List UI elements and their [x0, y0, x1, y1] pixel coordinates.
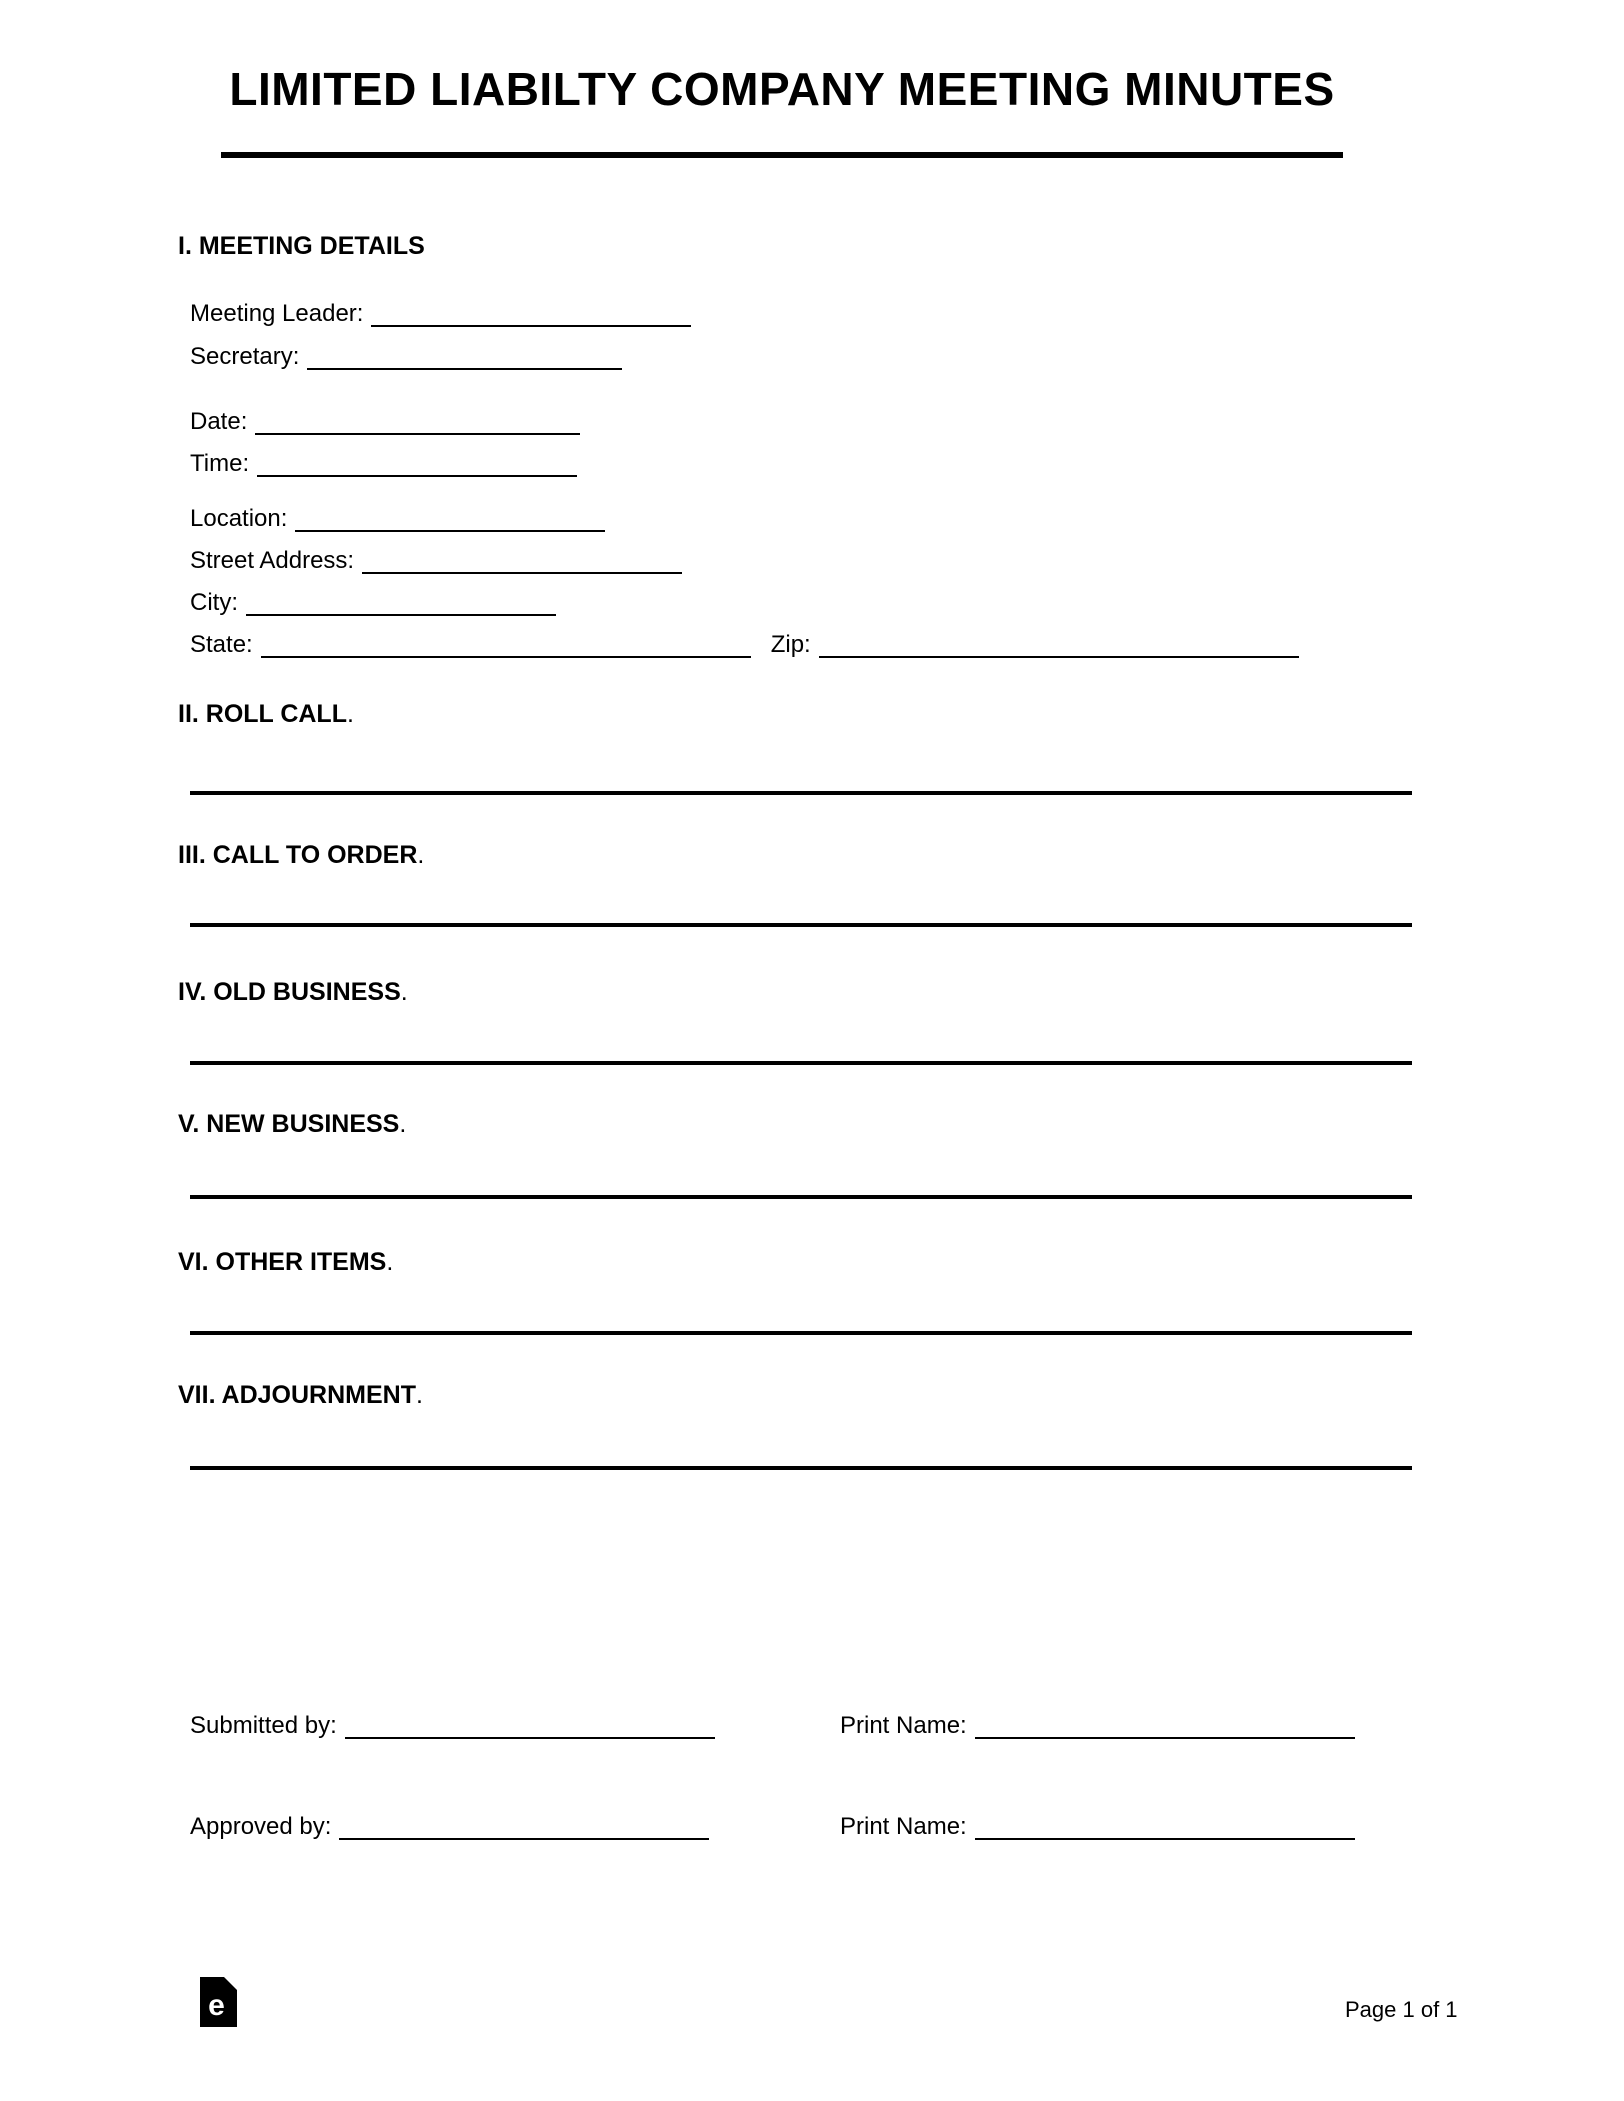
- secretary-label: Secretary:: [190, 343, 300, 370]
- section-heading-call-to-order: [178, 842, 424, 870]
- location-label: Location:: [190, 505, 288, 532]
- field-row-state-zip: [190, 631, 1299, 660]
- field-row-location: [190, 505, 605, 534]
- approved-print-group: [840, 1813, 1355, 1841]
- document-title: LIMITED LIABILTY COMPANY MEETING MINUTES: [229, 63, 1335, 115]
- new-business-fill-line[interactable]: [190, 1195, 1412, 1199]
- city-label: City:: [190, 589, 238, 616]
- old-business-fill-line[interactable]: [190, 1061, 1412, 1065]
- other-items-fill-line[interactable]: [190, 1331, 1412, 1335]
- meeting-leader-input-line[interactable]: [371, 307, 691, 327]
- submitted-by-label: Submitted by:: [190, 1712, 337, 1739]
- date-label: Date:: [190, 408, 248, 435]
- location-input-line[interactable]: [295, 512, 605, 532]
- section-heading-meeting-details: I. MEETING DETAILS: [178, 232, 425, 260]
- heading-period: .: [415, 1381, 423, 1409]
- roll-call-fill-line[interactable]: [190, 791, 1412, 795]
- heading-text: IV. OLD BUSINESS: [178, 978, 401, 1006]
- meeting-leader-label: Meeting Leader:: [190, 300, 364, 327]
- field-row-city: [190, 589, 556, 618]
- print-name-label: Print Name:: [840, 1712, 967, 1739]
- approved-by-label: Approved by:: [190, 1813, 332, 1840]
- logo-letter-e: e: [208, 1989, 225, 2022]
- zip-label: Zip:: [770, 631, 811, 658]
- heading-text: VI. OTHER ITEMS: [178, 1248, 387, 1276]
- heading-period: .: [400, 978, 408, 1006]
- field-row-meeting-leader: [190, 300, 691, 329]
- submitted-print-group: [840, 1712, 1355, 1740]
- call-to-order-fill-line[interactable]: [190, 923, 1412, 927]
- page-indicator: Page 1 of 1: [1345, 1997, 1458, 2022]
- adjournment-fill-line[interactable]: [190, 1466, 1412, 1470]
- state-input-line[interactable]: [261, 638, 751, 658]
- heading-text: II. ROLL CALL: [178, 700, 347, 728]
- heading-text: V. NEW BUSINESS: [178, 1110, 400, 1138]
- eforms-document-icon: [200, 1977, 237, 2027]
- heading-text: VII. ADJOURNMENT: [178, 1381, 416, 1409]
- section-heading-roll-call: [178, 701, 354, 729]
- approved-row: [190, 1813, 1412, 1841]
- secretary-input-line[interactable]: [307, 350, 622, 370]
- city-input-line[interactable]: [246, 596, 556, 616]
- heading-period: .: [417, 841, 425, 869]
- submitted-by-group: [190, 1712, 840, 1740]
- page-fold-corner-icon: [224, 1977, 237, 1990]
- field-row-time: [190, 450, 577, 479]
- zip-input-line[interactable]: [819, 638, 1299, 658]
- field-row-street-address: [190, 547, 682, 576]
- title-underline: [221, 152, 1343, 158]
- submitted-by-signature-line[interactable]: [345, 1719, 715, 1739]
- section-heading-adjournment: [178, 1382, 423, 1410]
- approved-by-signature-line[interactable]: [339, 1820, 709, 1840]
- submitted-row: [190, 1712, 1412, 1740]
- print-name-label: Print Name:: [840, 1813, 967, 1840]
- field-row-secretary: [190, 343, 622, 372]
- approved-print-name-line[interactable]: [975, 1820, 1355, 1840]
- date-input-line[interactable]: [255, 415, 580, 435]
- approved-by-group: [190, 1813, 840, 1841]
- field-row-date: [190, 408, 580, 437]
- heading-period: .: [346, 700, 354, 728]
- time-label: Time:: [190, 450, 250, 477]
- street-address-input-line[interactable]: [362, 554, 682, 574]
- time-input-line[interactable]: [257, 457, 577, 477]
- section-heading-other-items: [178, 1249, 393, 1277]
- section-heading-new-business: [178, 1111, 406, 1139]
- section-heading-old-business: [178, 979, 408, 1007]
- submitted-print-name-line[interactable]: [975, 1719, 1355, 1739]
- street-address-label: Street Address:: [190, 547, 355, 574]
- state-label: State:: [190, 631, 253, 658]
- heading-text: III. CALL TO ORDER: [178, 841, 418, 869]
- heading-period: .: [399, 1110, 407, 1138]
- heading-period: .: [386, 1248, 394, 1276]
